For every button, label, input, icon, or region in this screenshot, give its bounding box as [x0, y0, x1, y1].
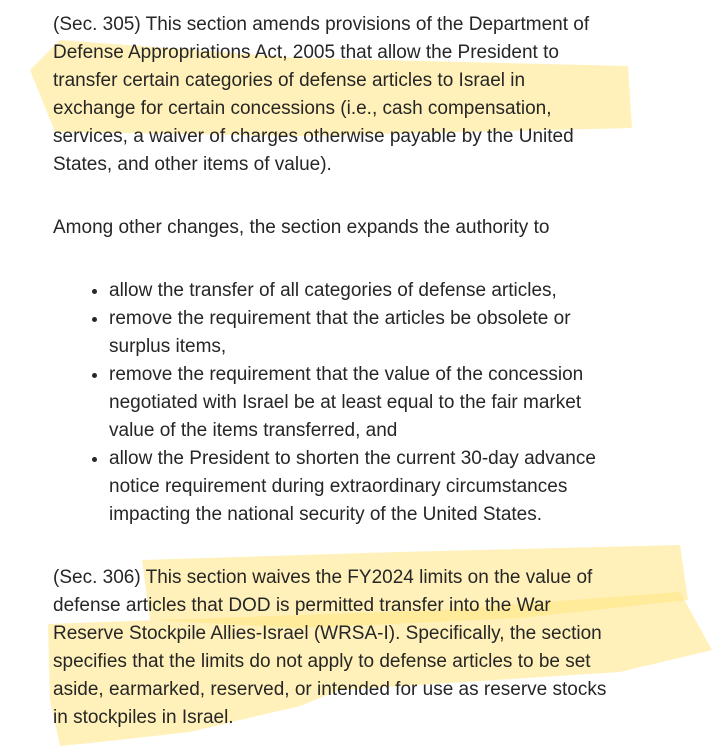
- text-line: • remove the requirement that the value of the concession: [109, 364, 584, 385]
- text-line: negotiated with Israel be at least equal to the fair market: [109, 392, 582, 413]
- text-line: Reserve Stockpile Allies-Israel (WRSA-I). Specifically, the section: [53, 623, 602, 644]
- text-line: exchange for certain concessions (i.e., cash compensation,: [53, 98, 552, 119]
- text-line: • allow the transfer of all categories of defense articles,: [109, 280, 557, 301]
- text-line: in stockpiles in Israel.: [53, 707, 234, 728]
- text-line: (Sec. 306) This section waives the FY2024 limits on the value of: [53, 567, 593, 588]
- among-changes-paragraph: Among other changes, the section expands the authority to: [53, 217, 550, 238]
- text-line: defense articles that DOD is permitted transfer into the War: [53, 595, 551, 616]
- text-line: (Sec. 305) This section amends provisions of the Department of: [53, 14, 590, 35]
- text-line: transfer certain categories of defense articles to Israel in: [53, 70, 526, 91]
- text-line: • allow the President to shorten the current 30-day advance: [109, 448, 596, 469]
- text-line: services, a waiver of charges otherwise payable by the United: [53, 126, 574, 147]
- text-line: specifies that the limits do not apply to defense articles to be set: [53, 651, 591, 672]
- sec-306-paragraph: [53, 564, 693, 732]
- document-body: [53, 11, 693, 732]
- list-item: [109, 445, 693, 529]
- text-line: • remove the requirement that the articles be obsolete or: [109, 308, 571, 329]
- text-line: impacting the national security of the United States.: [109, 504, 543, 525]
- text-line: States, and other items of value).: [53, 154, 332, 175]
- text-line: aside, earmarked, reserved, or intended for use as reserve stocks: [53, 679, 607, 700]
- changes-list: [53, 277, 693, 529]
- list-item: [109, 305, 693, 361]
- text-line: value of the items transferred, and: [109, 420, 398, 441]
- text-line: notice requirement during extraordinary circumstances: [109, 476, 568, 497]
- list-item: [109, 277, 693, 305]
- list-item: [109, 361, 693, 445]
- text-line: Defense Appropriations Act, 2005 that allow the President to: [53, 42, 559, 63]
- sec-305-paragraph: [53, 11, 693, 179]
- text-line: surplus items,: [109, 336, 227, 357]
